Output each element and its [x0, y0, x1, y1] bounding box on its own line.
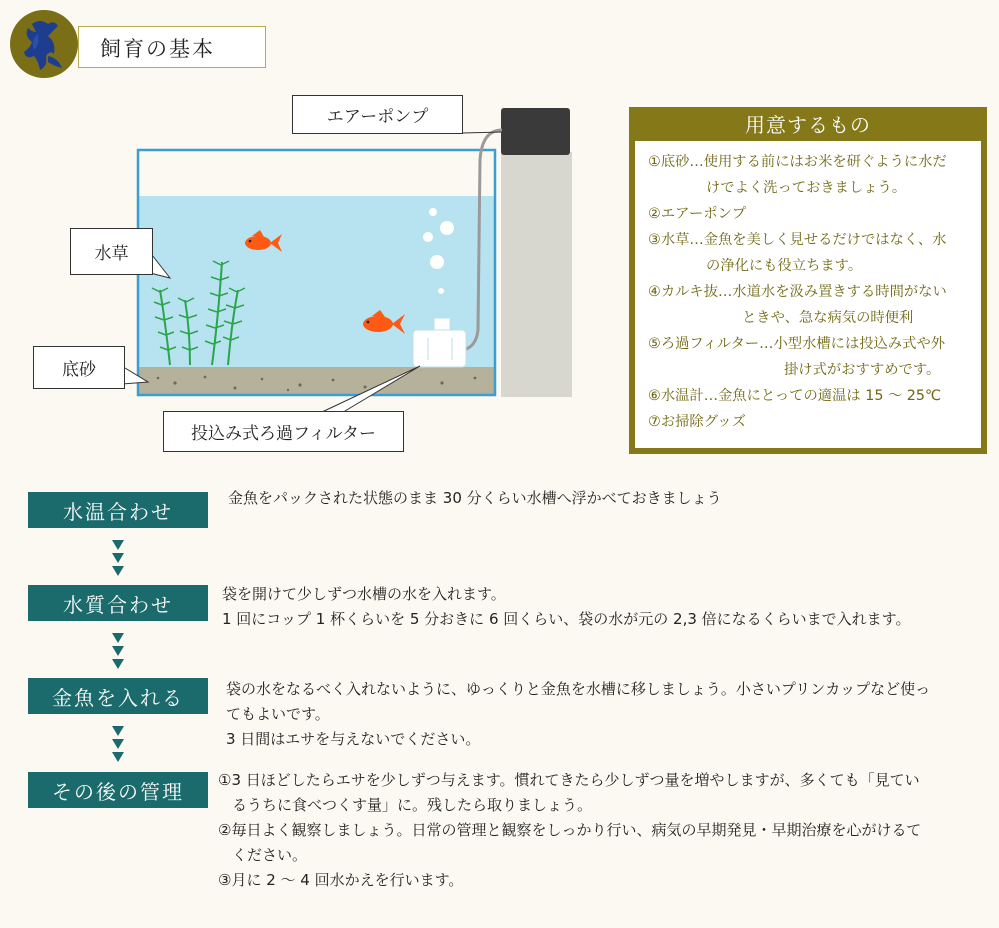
- arrow-down-icon: [112, 752, 124, 762]
- step-line: てもよいです。: [226, 705, 330, 723]
- supplies-item-cont: ときや、急な病気の時便利: [742, 310, 914, 326]
- step-label-water-quality: 水質合わせ: [28, 585, 208, 621]
- step-line: 1 回にコップ 1 杯くらいを 5 分おきに 6 回くらい、袋の水が元の 2,3 倍になるくらいまで入れます。: [222, 610, 911, 628]
- supplies-item: [648, 383, 974, 409]
- arrow-down-icon: [112, 659, 124, 669]
- step-line: ①3 日ほどしたらエサを少しずつ与えます。慣れてきたら少しずつ量を増やしますが、多くても「見てい: [218, 771, 920, 789]
- step-text-add-goldfish: [226, 677, 930, 752]
- step-arrows: [112, 633, 124, 672]
- arrow-down-icon: [112, 566, 124, 576]
- supplies-item-head: ⑦お掃除グッズ: [648, 414, 746, 430]
- page-title: 飼育の基本: [100, 37, 215, 61]
- arrow-down-icon: [112, 540, 124, 550]
- gravel-label: 底砂: [33, 346, 125, 389]
- step-line: ③月に 2 ～ 4 回水かえを行います。: [218, 871, 464, 889]
- step-text-water-temp: [228, 486, 722, 511]
- air-pump-label: エアーポンプ: [292, 95, 463, 134]
- step-label-aftercare: その後の管理: [28, 772, 208, 808]
- step-label-water-temp: 水温合わせ: [28, 492, 208, 528]
- arrow-down-icon: [112, 726, 124, 736]
- step-arrows: [112, 726, 124, 765]
- step-line: 袋の水をなるべく入れないように、ゆっくりと金魚を水槽に移しましょう。小さいプリンカップなど使っ: [226, 680, 931, 698]
- water-plant-label: 水草: [70, 228, 153, 275]
- supplies-item-cont: 掛け式がおすすめです。: [784, 362, 941, 378]
- step-line: 金魚をパックされた状態のまま 30 分くらい水槽へ浮かべておきましょう: [228, 489, 722, 507]
- air-pump: [501, 108, 570, 155]
- arrow-down-icon: [112, 646, 124, 656]
- step-label-add-goldfish: 金魚を入れる: [28, 678, 208, 714]
- supplies-title: 用意するもの: [745, 113, 871, 137]
- tank-gravel: [138, 367, 495, 395]
- supplies-item-head: ⑥水温計…金魚にとっての適温は 15 ～ 25℃: [648, 388, 942, 404]
- supplies-item-head: ①底砂…使用する前にはお米を研ぐように水だ: [648, 154, 947, 170]
- filter-label: 投込み式ろ過フィルター: [163, 411, 404, 452]
- supplies-list: [648, 149, 974, 435]
- supplies-item: [648, 409, 974, 435]
- step-arrows: [112, 540, 124, 579]
- supplies-item: [648, 149, 974, 201]
- supplies-item: [648, 227, 974, 279]
- supplies-item-head: ④カルキ抜…水道水を汲み置きする時間がない: [648, 284, 947, 300]
- arrow-down-icon: [112, 739, 124, 749]
- supplies-item-cont: の浄化にも役立ちます。: [706, 258, 863, 274]
- step-line: ②毎日よく観察しましょう。日常の管理と観察をしっかり行い、病気の早期発見・早期治療を心がけるて: [218, 821, 922, 839]
- arrow-down-icon: [112, 633, 124, 643]
- supplies-item-head: ⑤ろ過フィルター…小型水槽には投込み式や外: [648, 336, 946, 352]
- supplies-item: [648, 201, 974, 227]
- supplies-item: [648, 331, 974, 383]
- supplies-item: [648, 279, 974, 331]
- pump-stand: [501, 152, 572, 397]
- step-line: るうちに食べつくす量」に。残したら取りましょう。: [232, 796, 593, 814]
- step-line: 3 日間はエサを与えないでください。: [226, 730, 481, 748]
- step-text-aftercare: [218, 768, 921, 893]
- arrow-down-icon: [112, 553, 124, 563]
- supplies-item-cont: けでよく洗っておきましょう。: [706, 180, 907, 196]
- step-line: 袋を開けて少しずつ水槽の水を入れます。: [222, 585, 506, 603]
- step-text-water-quality: [222, 582, 910, 632]
- supplies-item-head: ②エアーポンプ: [648, 206, 747, 222]
- step-line: ください。: [232, 846, 308, 864]
- supplies-item-head: ③水草…金魚を美しく見せるだけではなく、水: [648, 232, 947, 248]
